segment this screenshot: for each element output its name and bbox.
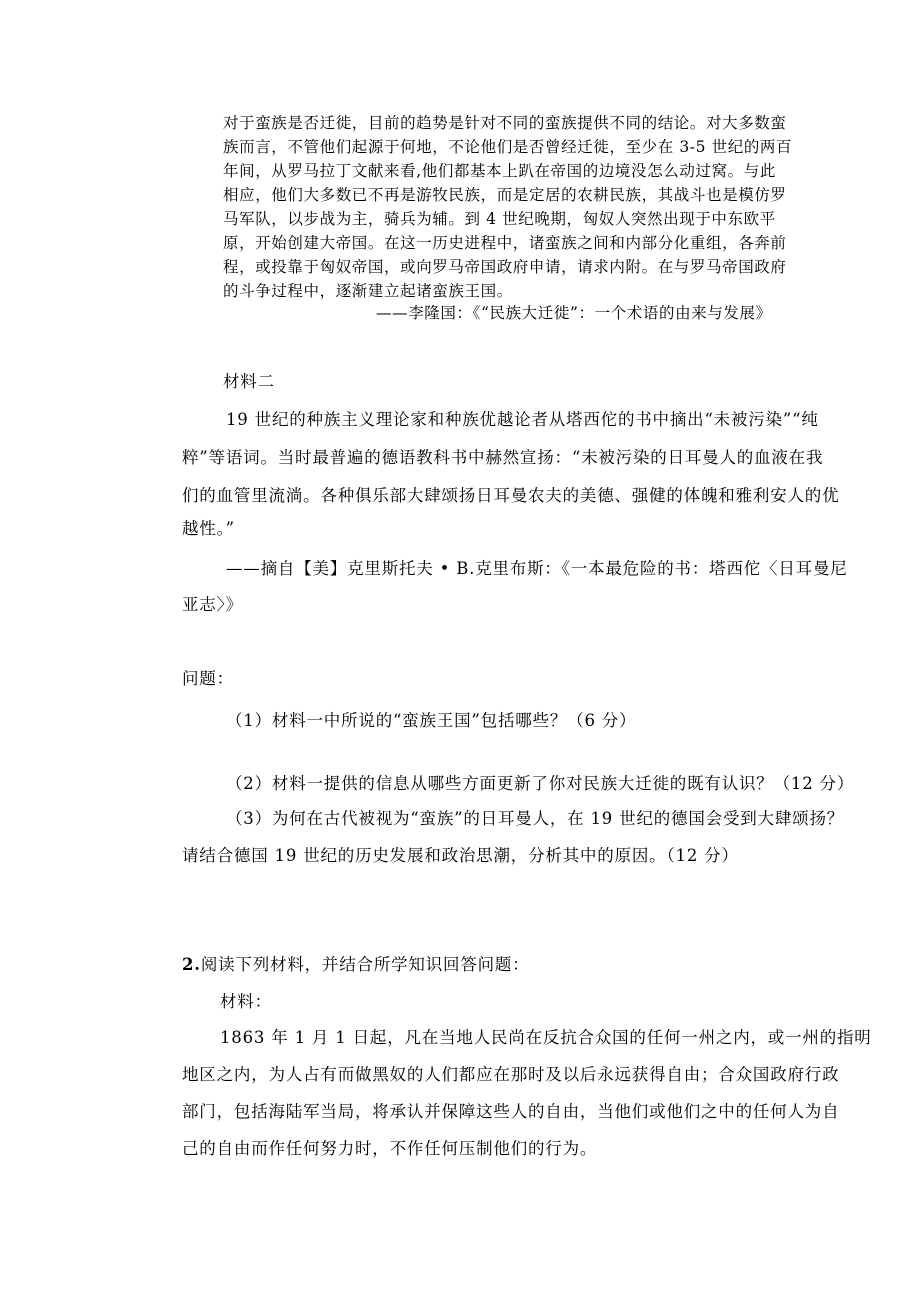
material2-line-4: 越性。” (182, 519, 235, 538)
material2-line-3: 们的血管里流淌。各种俱乐部大肆颂扬日耳曼农夫的美德、强健的体魄和雅利安人的优 (182, 486, 840, 505)
section2-title: 阅读下列材料，并结合所学知识回答问题： (200, 955, 530, 974)
section2-line-3: 部门，包括海陆军当局，将承认并保障这些人的自由，当他们或他们之中的任何人为自 (182, 1102, 840, 1121)
section2-line-4: 己的自由而作任何努力时，不作任何压制他们的行为。 (182, 1139, 598, 1158)
material1-line-5: 马军队，以步战为主，骑兵为辅。到 4 世纪晚期，匈奴人突然出现于中东欧平 (223, 210, 776, 228)
section2-number: 2. (182, 955, 201, 974)
material1-line-7: 程，或投靠于匈奴帝国，或向罗马帝国政府申请，请求内附。在与罗马帝国政府 (223, 258, 787, 276)
question-1: （1）材料一中所说的“蛮族王国”包括哪些？（6 分） (226, 711, 637, 730)
question-2: （2）材料一提供的信息从哪些方面更新了你对民族大迁徙的既有认识？（12 分） (226, 774, 855, 793)
material1-line-3: 年间，从罗马拉丁文献来看,他们都基本上趴在帝国的边境没怎么动过窝。与此 (223, 162, 776, 180)
question-3-line-1: （3）为何在古代被视为“蛮族”的日耳曼人，在 19 世纪的德国会受到大肆颂扬？ (226, 809, 845, 828)
material2-citation-line-1: ——摘自【美】克里斯托夫 • B.克里布斯：《一本最危险的书：塔西佗〈日耳曼尼 (226, 559, 848, 578)
questions-heading: 问题： (182, 669, 234, 688)
question-3-line-2: 请结合德国 19 世纪的历史发展和政治思潮，分析其中的原因。（12 分） (182, 846, 739, 865)
material1-line-4: 相应，他们大多数已不再是游牧民族，而是定居的农耕民族，其战斗也是模仿罗 (223, 186, 787, 204)
material1-line-8: 的斗争过程中，逐渐建立起诸蛮族王国。 (223, 282, 513, 300)
material1-line-2: 族而言，不管他们起源于何地，不论他们是否曾经迁徙，至少在 3-5 世纪的两百 (223, 138, 793, 156)
section2-line-1: 1863 年 1 月 1 日起，凡在当地人民尚在反抗合众国的任何一州之内，或一州的指明 (220, 1028, 872, 1047)
material2-line-1: 19 世纪的种族主义理论家和种族优越论者从塔西佗的书中摘出“未被污染”“纯 (226, 410, 819, 429)
section2-line-2: 地区之内，为人占有而做黑奴的人们都应在那时及以后永远获得自由；合众国政府行政 (182, 1065, 840, 1084)
material1-line-6: 原，开始创建大帝国。在这一历史进程中，诸蛮族之间和内部分化重组，各奔前 (223, 234, 787, 252)
section2-material-label: 材料： (220, 992, 272, 1011)
material2-heading: 材料二 (223, 372, 275, 391)
material1-citation: ——李隆国：《“民族大迁徙”：一个术语的由来与发展》 (376, 304, 772, 322)
material2-line-2: 粹”等语词。当时最普遍的德语教科书中赫然宣扬：“未被污染的日耳曼人的血液在我 (182, 448, 824, 467)
material2-citation-line-2: 亚志〉》 (182, 595, 243, 614)
section2-heading (182, 957, 530, 974)
material1-line-1: 对于蛮族是否迁徙，目前的趋势是针对不同的蛮族提供不同的结论。对大多数蛮 (223, 114, 787, 132)
